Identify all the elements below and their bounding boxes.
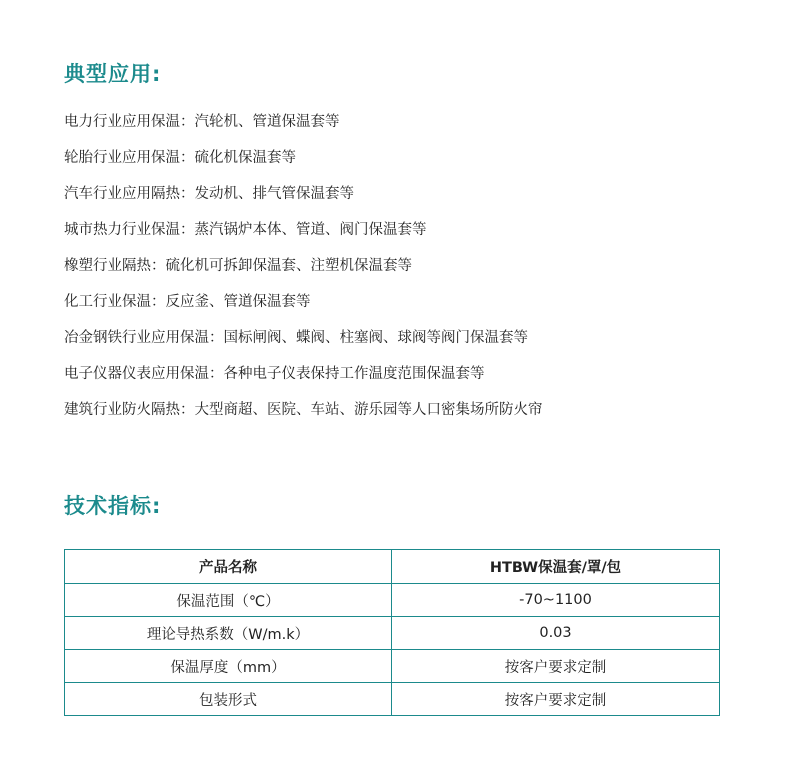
table-row bbox=[65, 584, 720, 617]
header-product-value: HTBW保温套/罩/包 bbox=[392, 550, 720, 584]
spec-label: 保温范围（℃） bbox=[65, 584, 392, 617]
list-item: 橡塑行业隔热：硫化机可拆卸保温套、注塑机保温套等 bbox=[64, 258, 412, 274]
spec-value: 0.03 bbox=[392, 617, 720, 650]
applications-list bbox=[64, 108, 543, 432]
table-row bbox=[65, 650, 720, 683]
list-item: 轮胎行业应用保温：硫化机保温套等 bbox=[64, 150, 296, 166]
applications-title: 典型应用: bbox=[64, 62, 162, 86]
specs-title: 技术指标: bbox=[64, 494, 162, 518]
spec-label: 包装形式 bbox=[65, 683, 392, 716]
list-item: 冶金钢铁行业应用保温：国标闸阀、蝶阀、柱塞阀、球阀等阀门保温套等 bbox=[64, 330, 528, 346]
spec-value: 按客户要求定制 bbox=[392, 650, 720, 683]
spec-label: 保温厚度（mm） bbox=[65, 650, 392, 683]
specs-table bbox=[64, 549, 720, 716]
spec-label: 理论导热系数（W/m.k） bbox=[65, 617, 392, 650]
spec-value: -70~1100 bbox=[392, 584, 720, 617]
list-item: 城市热力行业保温：蒸汽锅炉本体、管道、阀门保温套等 bbox=[64, 222, 427, 238]
table-row bbox=[65, 617, 720, 650]
header-product-name: 产品名称 bbox=[65, 550, 392, 584]
list-item: 汽车行业应用隔热：发动机、排气管保温套等 bbox=[64, 186, 354, 202]
list-item: 化工行业保温：反应釜、管道保温套等 bbox=[64, 294, 311, 310]
table-header-row bbox=[65, 550, 720, 584]
list-item: 电力行业应用保温：汽轮机、管道保温套等 bbox=[64, 114, 340, 130]
list-item: 电子仪器仪表应用保温：各种电子仪表保持工作温度范围保温套等 bbox=[64, 366, 485, 382]
spec-value: 按客户要求定制 bbox=[392, 683, 720, 716]
table-row bbox=[65, 683, 720, 716]
list-item: 建筑行业防火隔热：大型商超、医院、车站、游乐园等人口密集场所防火帘 bbox=[64, 402, 543, 418]
